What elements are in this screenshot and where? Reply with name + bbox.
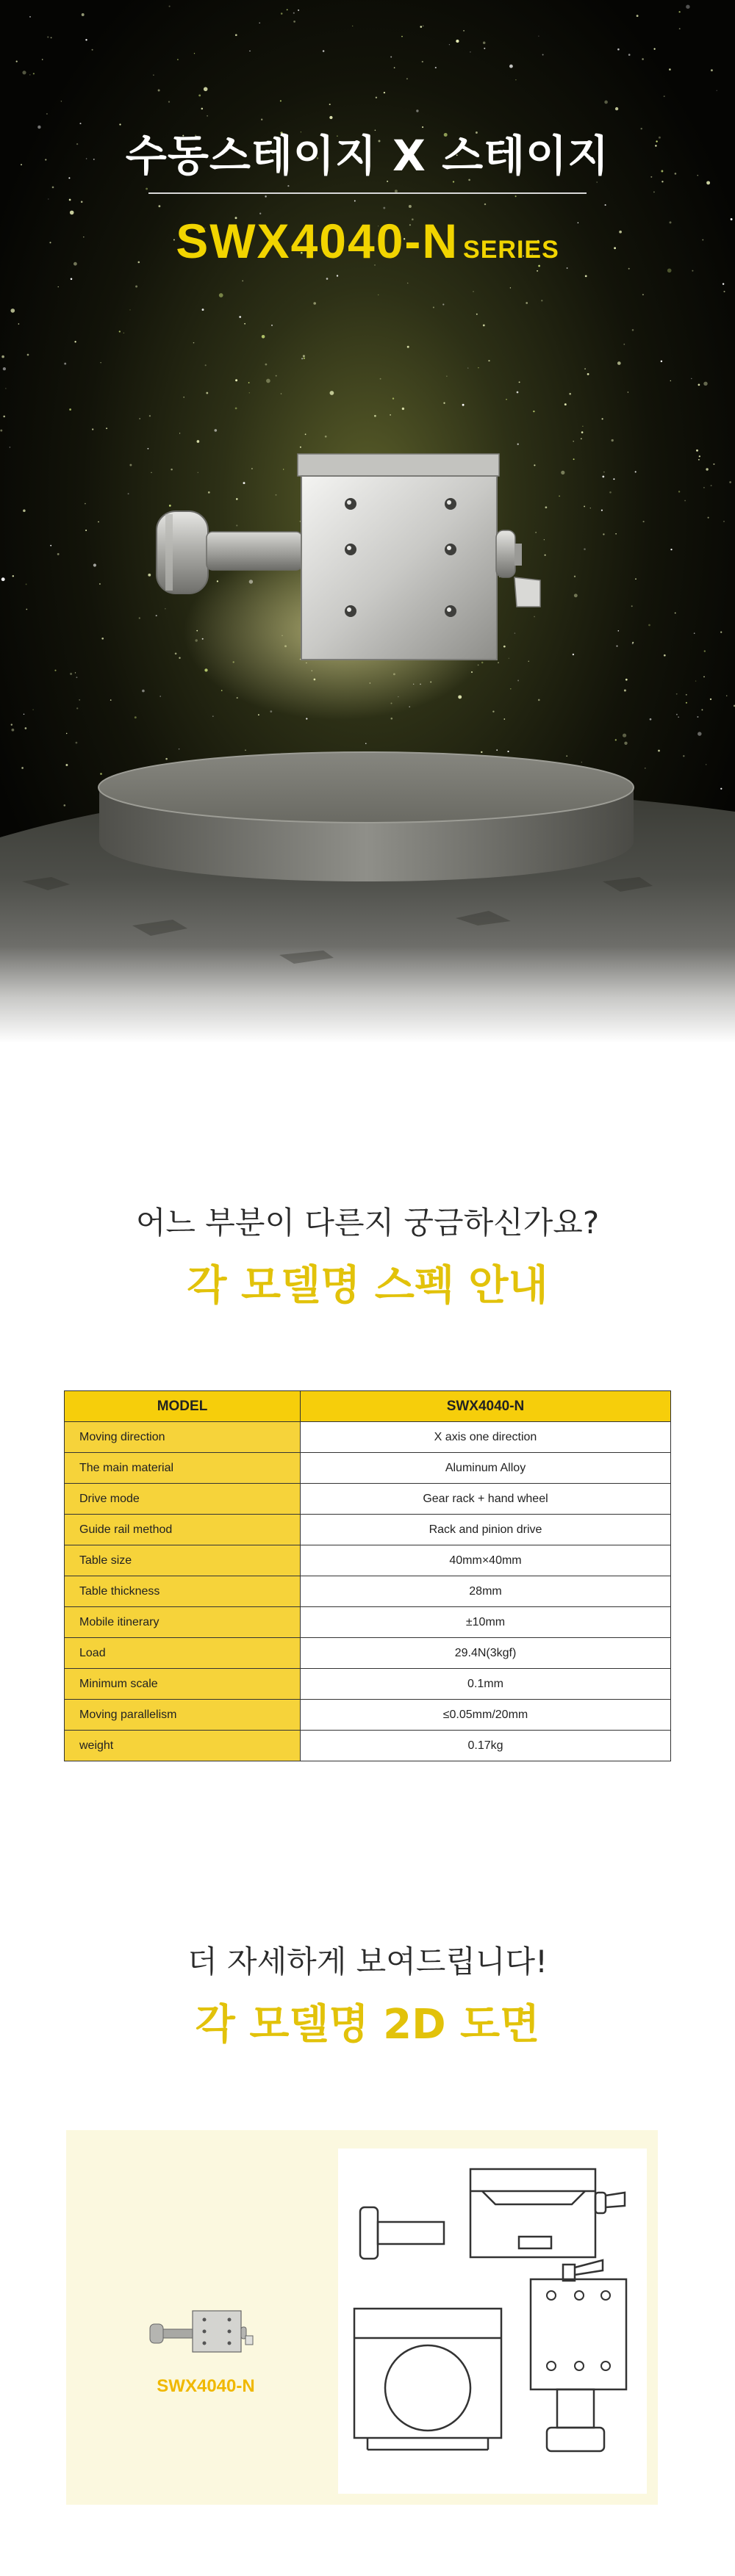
star — [239, 316, 241, 318]
star — [153, 74, 154, 75]
star — [541, 300, 542, 301]
star — [476, 314, 478, 315]
spec-value: Gear rack + hand wheel — [301, 1484, 671, 1515]
spec-value: 0.1mm — [301, 1669, 671, 1700]
star — [435, 67, 437, 68]
star — [29, 16, 31, 18]
star — [51, 37, 52, 38]
star — [169, 6, 171, 7]
star — [5, 388, 6, 389]
star — [692, 270, 693, 272]
star — [298, 10, 299, 11]
star — [422, 61, 423, 62]
star — [301, 358, 303, 359]
spec-value: 28mm — [301, 1576, 671, 1607]
star — [235, 379, 237, 381]
spec-label: Table thickness — [65, 1576, 301, 1607]
spec-label: The main material — [65, 1453, 301, 1484]
star — [456, 40, 459, 43]
star — [81, 201, 83, 203]
star — [69, 199, 71, 201]
spec-question: 어느 부분이 다른지 궁금하신가요? — [135, 1205, 600, 1241]
spec-heading: 각 모델명 스펙 안내 — [187, 1262, 548, 1310]
table-row — [65, 1515, 671, 1545]
star — [198, 94, 201, 96]
star — [293, 12, 295, 14]
star — [670, 380, 671, 381]
technical-drawing — [338, 2149, 647, 2494]
spec-value: ±10mm — [301, 1607, 671, 1638]
star — [329, 116, 332, 119]
spec-label: Drive mode — [65, 1484, 301, 1515]
star — [48, 198, 49, 199]
star — [47, 36, 49, 37]
star — [64, 363, 66, 365]
star — [46, 113, 48, 115]
star — [313, 302, 316, 305]
star — [442, 303, 444, 305]
hero-banner — [0, 0, 735, 1043]
star — [617, 361, 621, 365]
star — [483, 41, 486, 44]
star — [510, 287, 511, 288]
star — [538, 35, 539, 36]
hero-series-label: SERIES — [463, 236, 559, 264]
spec-table-header — [65, 1391, 671, 1422]
star — [207, 115, 208, 117]
drawing-heading: 각 모델명 2D 도면 — [195, 2001, 540, 2049]
star — [337, 275, 338, 276]
star — [679, 28, 681, 29]
star — [467, 367, 468, 368]
star — [204, 87, 208, 92]
star — [82, 13, 85, 16]
star — [42, 59, 43, 60]
star — [52, 187, 54, 189]
star — [585, 275, 587, 278]
star — [401, 36, 403, 37]
hero-product-image — [143, 441, 555, 683]
star — [409, 205, 412, 208]
star — [443, 403, 445, 404]
star — [329, 104, 331, 105]
star — [380, 378, 381, 380]
star — [71, 278, 73, 281]
star — [667, 268, 672, 273]
star — [119, 331, 121, 332]
star — [637, 15, 639, 17]
star — [100, 362, 101, 363]
spec-value: Rack and pinion drive — [301, 1515, 671, 1545]
star — [642, 58, 644, 60]
star — [287, 185, 289, 187]
star — [506, 399, 507, 400]
star — [146, 188, 148, 190]
hero-model-line — [0, 213, 735, 269]
star — [219, 293, 223, 297]
star — [242, 281, 243, 282]
drawing-model-label: SWX4040-N — [157, 2376, 255, 2396]
star — [10, 309, 15, 313]
star — [85, 39, 87, 40]
star — [193, 342, 195, 344]
star — [3, 367, 6, 370]
star — [605, 204, 606, 206]
star — [281, 12, 283, 15]
star — [653, 48, 655, 49]
star — [287, 9, 288, 10]
star — [271, 325, 273, 326]
star — [281, 393, 282, 394]
star — [183, 397, 184, 398]
star — [280, 100, 282, 101]
star — [29, 74, 30, 75]
table-row — [65, 1700, 671, 1731]
hero-model-name: SWX4040-N — [176, 214, 459, 268]
star — [201, 108, 204, 110]
star — [16, 61, 18, 62]
star — [394, 67, 395, 68]
star — [402, 408, 404, 410]
star — [92, 49, 93, 51]
star — [669, 68, 671, 71]
star — [158, 90, 160, 92]
star — [449, 44, 450, 45]
star — [484, 48, 485, 49]
star — [194, 53, 195, 54]
star — [390, 56, 392, 57]
star — [515, 195, 517, 197]
star — [446, 375, 447, 376]
star — [135, 286, 137, 288]
spec-label: Minimum scale — [65, 1669, 301, 1700]
star — [261, 119, 262, 120]
star — [205, 364, 207, 366]
star — [376, 97, 377, 98]
spec-value: 0.17kg — [301, 1731, 671, 1761]
table-row — [65, 1576, 671, 1607]
star — [691, 378, 692, 379]
star — [1, 356, 4, 358]
drawing-question: 더 자세하게 보여드립니다! — [187, 1944, 548, 1980]
spec-table — [64, 1390, 671, 1761]
star — [723, 291, 725, 292]
star — [698, 384, 700, 386]
star — [517, 392, 519, 394]
spec-value: ≤0.05mm/20mm — [301, 1700, 671, 1731]
hero-divider — [148, 192, 587, 194]
star — [384, 92, 385, 93]
star — [27, 354, 29, 356]
star — [406, 78, 408, 79]
star — [129, 309, 130, 310]
star — [354, 201, 356, 202]
star — [244, 323, 245, 325]
star — [235, 408, 237, 410]
table-row — [65, 1545, 671, 1576]
spec-label: Mobile itinerary — [65, 1607, 301, 1638]
star — [488, 360, 490, 361]
star — [330, 391, 334, 395]
star — [206, 392, 208, 394]
spec-label: Moving direction — [65, 1422, 301, 1453]
star — [723, 283, 724, 284]
star — [276, 375, 277, 377]
star — [628, 54, 631, 56]
table-row — [65, 1607, 671, 1638]
star — [686, 4, 689, 8]
spec-label: Guide rail method — [65, 1515, 301, 1545]
star — [407, 346, 409, 348]
table-row — [65, 1484, 671, 1515]
star — [653, 191, 655, 192]
star — [678, 11, 680, 12]
spec-value: Aluminum Alloy — [301, 1453, 671, 1484]
star — [259, 22, 260, 24]
star — [463, 30, 465, 32]
star — [265, 195, 266, 197]
star — [664, 95, 665, 97]
spec-intro — [0, 1199, 735, 1312]
star — [587, 373, 589, 375]
star — [304, 358, 305, 359]
spec-label: Table size — [65, 1545, 301, 1576]
spec-label: Moving parallelism — [65, 1700, 301, 1731]
table-row — [65, 1638, 671, 1669]
star — [326, 278, 329, 280]
star — [74, 341, 76, 342]
star — [22, 71, 26, 74]
star — [564, 403, 567, 405]
star — [69, 408, 71, 411]
star — [265, 364, 268, 366]
star — [248, 382, 250, 383]
table-row — [65, 1453, 671, 1484]
star — [33, 73, 35, 74]
star — [202, 309, 204, 311]
star — [526, 302, 528, 304]
star — [632, 329, 634, 331]
star — [703, 382, 707, 386]
star — [293, 21, 295, 23]
star — [569, 393, 571, 395]
star — [177, 59, 179, 60]
spec-value: X axis one direction — [301, 1422, 671, 1453]
drawing-intro — [0, 1938, 735, 2051]
star — [604, 101, 608, 104]
spec-value: 40mm×40mm — [301, 1545, 671, 1576]
star — [407, 283, 409, 284]
star — [323, 50, 325, 52]
spec-label: Load — [65, 1638, 301, 1669]
star — [470, 51, 471, 53]
star — [617, 48, 620, 51]
star — [383, 207, 385, 209]
star — [711, 69, 713, 71]
spec-label: weight — [65, 1731, 301, 1761]
star — [392, 397, 394, 399]
star — [478, 367, 479, 369]
star — [661, 361, 662, 362]
star — [58, 286, 59, 287]
star — [584, 368, 586, 369]
star — [420, 26, 422, 28]
spec-header-model: MODEL — [65, 1391, 301, 1422]
star — [515, 79, 516, 80]
star — [159, 205, 161, 207]
spec-header-value: SWX4040-N — [301, 1391, 671, 1422]
star — [615, 107, 618, 110]
star — [303, 355, 305, 357]
spec-value: 29.4N(3kgf) — [301, 1638, 671, 1669]
star — [509, 65, 513, 68]
star — [623, 344, 625, 345]
star — [266, 379, 270, 383]
table-row — [65, 1422, 671, 1453]
star — [542, 54, 544, 56]
star — [18, 323, 20, 325]
star — [462, 404, 465, 406]
star — [537, 270, 538, 272]
star — [249, 392, 250, 393]
star — [433, 306, 434, 308]
star — [519, 381, 520, 383]
star — [262, 335, 265, 339]
star — [483, 325, 485, 327]
hero-title: 수동스테이지 X 스테이지 — [125, 131, 610, 181]
star — [378, 295, 379, 296]
table-row — [65, 1669, 671, 1700]
star — [416, 109, 418, 112]
star — [168, 101, 170, 103]
product-thumbnail — [148, 2306, 266, 2358]
table-row — [65, 1731, 671, 1761]
star — [484, 203, 486, 205]
star — [642, 294, 644, 295]
star — [235, 34, 237, 36]
